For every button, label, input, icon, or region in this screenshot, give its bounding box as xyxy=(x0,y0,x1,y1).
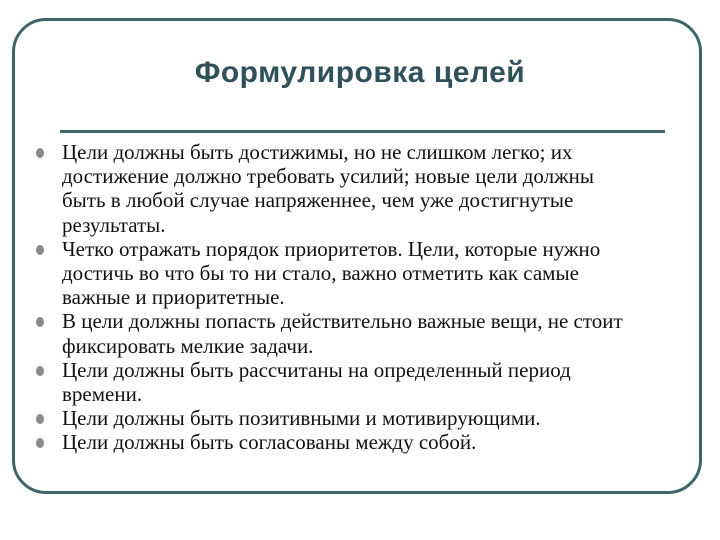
list-item xyxy=(0,237,720,310)
list-item-text: Цели должны быть согласованы между собой. xyxy=(62,430,477,455)
bullet-list xyxy=(0,140,720,455)
list-item xyxy=(0,358,720,406)
list-item-text: Цели должны быть рассчитаны на определенный период времени. xyxy=(62,357,571,407)
list-item-text: Цели должны быть достижимы, но не слишком легко; их достижение должно требовать усилий; новые цели должны быть в любой случае напряженнее, чем уже достигнутые результаты. xyxy=(62,140,594,237)
bullet-icon xyxy=(36,317,44,327)
list-item xyxy=(0,309,720,357)
bullet-icon xyxy=(36,414,44,424)
bullet-icon xyxy=(36,438,44,448)
list-item-text: В цели должны попасть действительно важные вещи, не стоит фиксировать мелкие задачи. xyxy=(62,309,623,358)
bullet-icon xyxy=(36,245,44,255)
list-item-text: Четко отражать порядок приоритетов. Цели, которые нужно достичь во что бы то ни стало, важно отметить как самые важные и приоритетные. xyxy=(62,236,601,310)
bullet-icon xyxy=(36,148,44,158)
title-divider xyxy=(60,130,665,133)
slide-title: Формулировка целей xyxy=(194,56,526,89)
list-item xyxy=(0,140,720,237)
list-item-text: Цели должны быть позитивными и мотивирующими. xyxy=(62,406,541,431)
list-item xyxy=(0,430,720,454)
bullet-icon xyxy=(36,366,44,376)
list-item xyxy=(0,406,720,430)
